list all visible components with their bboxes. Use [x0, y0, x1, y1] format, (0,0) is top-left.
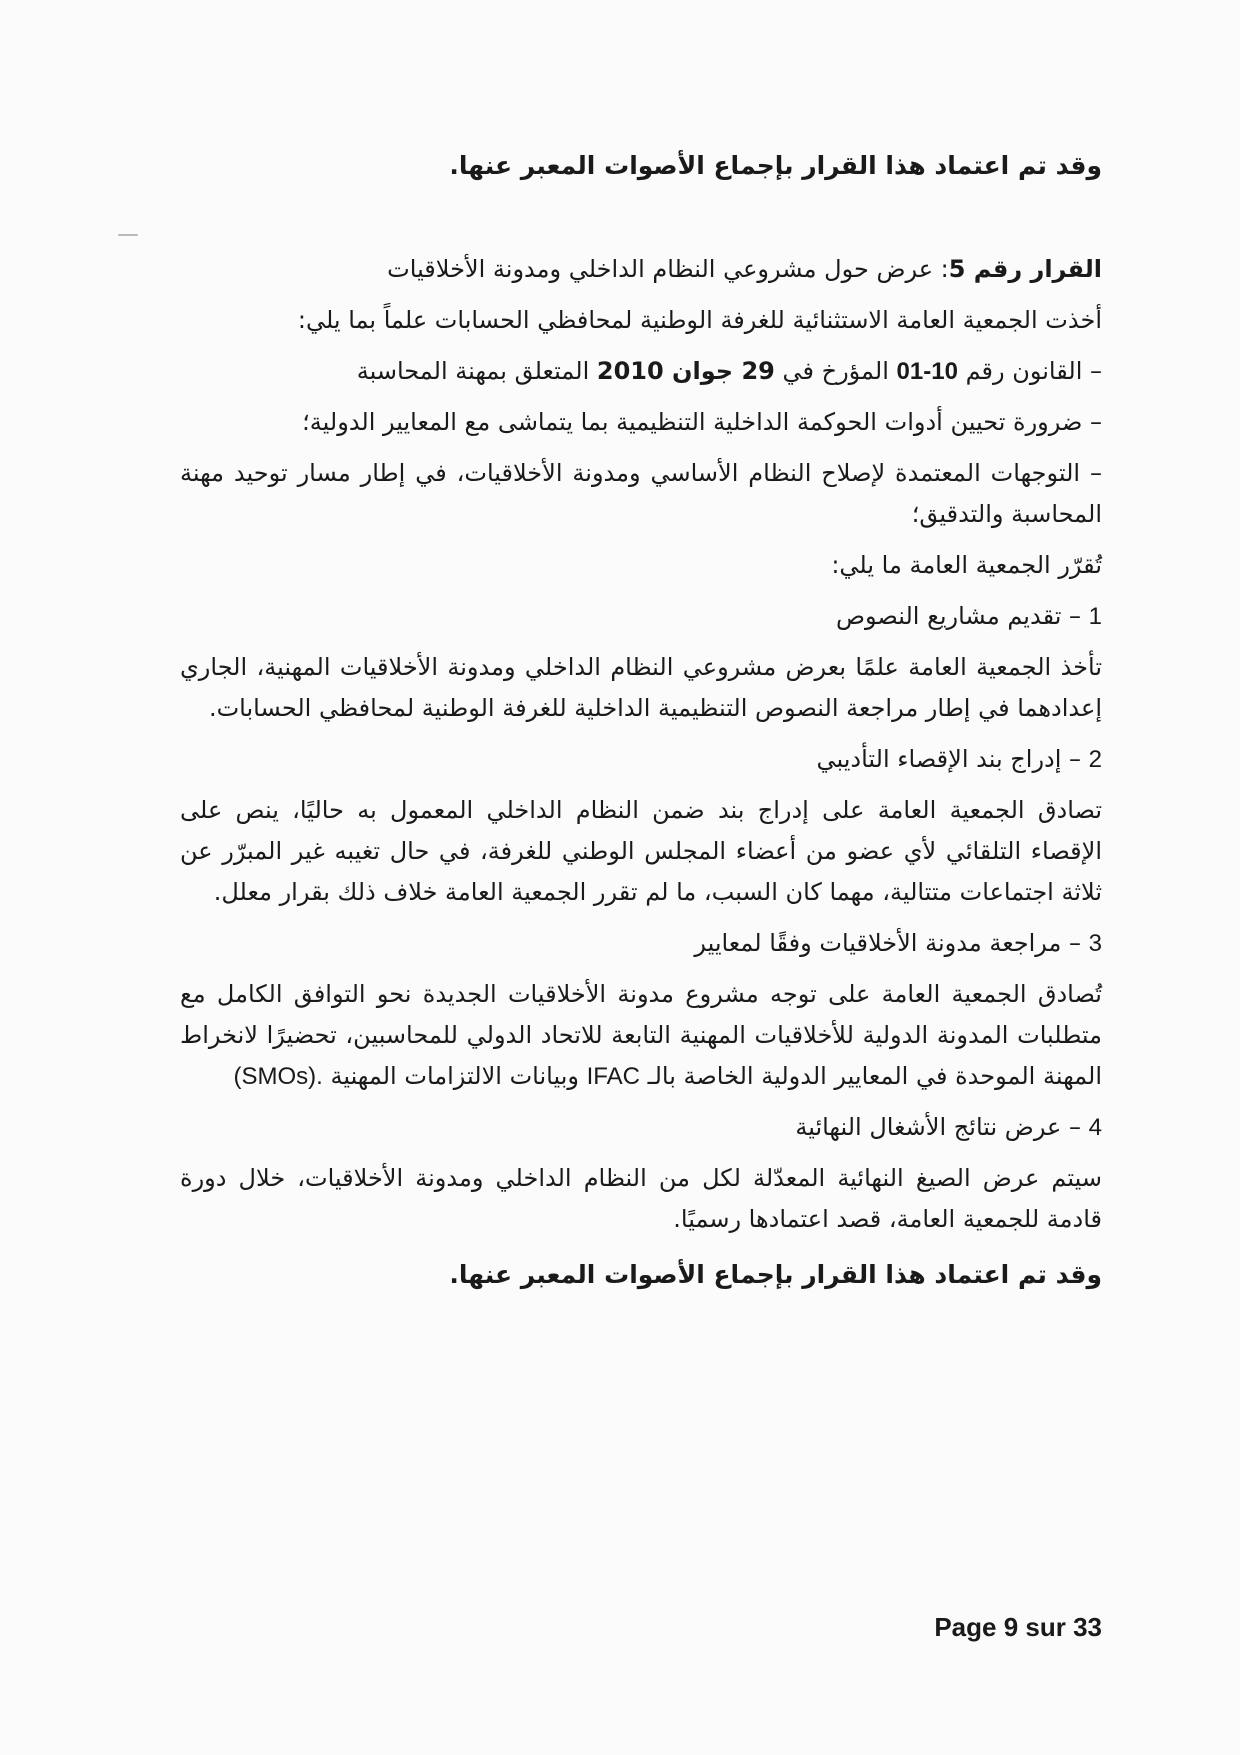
section-3-body: تُصادق الجمعية العامة على توجه مشروع مدونة الأخلاقيات الجديدة نحو التوافق الكامل مع متطلبات المدونة الدولية للأخلاقيات المهنية التابعة للاتحاد الدولي للمحاسبين، تحضيرًا لانخراط المهنة الموحدة في المعايير الدولية الخاصة بالـ IFAC وبيانات الالتزامات المهنية (SMOs). [180, 980, 1102, 1090]
law-reference: – القانون رقم 01-10 المؤرخ في 29 جوان 2010 المتعلق بمهنة المحاسبة [356, 357, 1102, 385]
law-number: 01-10 [896, 358, 958, 385]
document-body [180, 145, 1102, 1295]
section-2-body: تصادق الجمعية العامة على إدراج بند ضمن النظام الداخلي المعمول به حاليًا، ينص على الإقصاء التلقائي لأي عضو من أعضاء المجلس الوطني للغرفة، في حال تغيبه غير المبرّر عن ثلاثة اجتماعات متتالية، مهما كان السبب، ما لم تقرر الجمعية العامة خلاف ذلك بقرار معلل. [180, 796, 1102, 906]
section-4-heading: 4 – عرض نتائج الأشغال النهائية [795, 1113, 1102, 1141]
section-4-body: سيتم عرض الصيغ النهائية المعدّلة لكل من النظام الداخلي ومدونة الأخلاقيات، خلال دورة قادمة للجمعية العامة، قصد اعتمادها رسميًا. [180, 1164, 1102, 1233]
orientations-item: – التوجهات المعتمدة لإصلاح النظام الأساسي ومدونة الأخلاقيات، في إطار مسار توحيد مهنة المحاسبة والتدقيق؛ [180, 459, 1102, 528]
decision-heading [180, 249, 1102, 290]
section-2-heading: 2 – إدراج بند الإقصاء التأديبي [816, 745, 1102, 773]
law-date: 29 جوان 2010 [596, 357, 775, 385]
page-number: Page 9 sur 33 [934, 1612, 1102, 1642]
scan-speck [118, 234, 138, 236]
closing-statement-bottom: وقد تم اعتماد هذا القرار بإجماع الأصوات المعبر عنها. [449, 1260, 1102, 1289]
decision-label: القرار رقم 5 [948, 255, 1102, 283]
intro-paragraph: أخذت الجمعية العامة الاستثنائية للغرفة الوطنية لمحافظي الحسابات علماً بما يلي: [297, 306, 1102, 334]
section-1-body: تأخذ الجمعية العامة علمًا بعرض مشروعي النظام الداخلي ومدونة الأخلاقيات المهنية، الجاري إعدادهما في إطار مراجعة النصوص التنظيمية الداخلية للغرفة الوطنية لمحافظي الحسابات. [180, 653, 1102, 722]
section-3-heading: 3 – مراجعة مدونة الأخلاقيات وفقًا لمعايير [694, 929, 1102, 957]
section-1-heading: 1 – تقديم مشاريع النصوص [835, 602, 1102, 630]
ifac-acronym: IFAC [586, 1063, 640, 1090]
smos-acronym: (SMOs). [233, 1063, 323, 1090]
decides-line: تُقرّر الجمعية العامة ما يلي: [831, 551, 1102, 579]
decision-title: : عرض حول مشروعي النظام الداخلي ومدونة الأخلاقيات [387, 255, 949, 283]
need-update-item: – ضرورة تحيين أدوات الحوكمة الداخلية التنظيمية بما يتماشى مع المعايير الدولية؛ [302, 408, 1102, 436]
closing-statement-top: وقد تم اعتماد هذا القرار بإجماع الأصوات المعبر عنها. [449, 151, 1102, 180]
